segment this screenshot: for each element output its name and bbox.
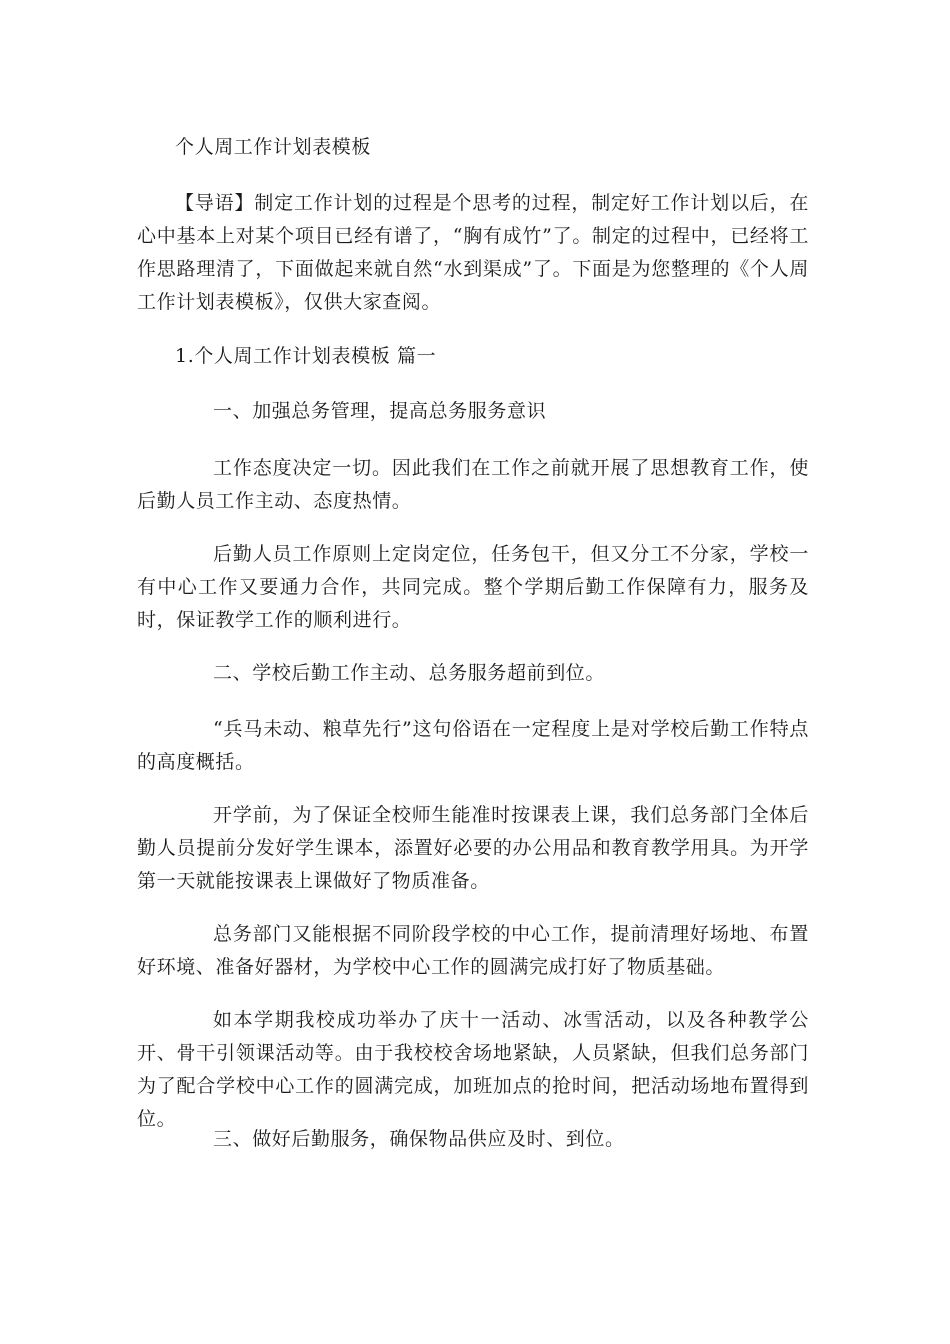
subheading-3: 三、做好后勤服务，确保物品供应及时、到位。 (213, 1128, 625, 1150)
subheading-2: 二、学校后勤工作主动、总务服务超前到位。 (213, 662, 606, 684)
intro-paragraph: 【导语】制定工作计划的过程是个思考的过程，制定好工作计划以后，在心中基本上对某个项目已经有谱了，“胸有成竹”了。制定的过程中，已经将工作思路理清了，下面做起来就自然“水到渠成”了。下面是为您整理的《个人周工作计划表模板》，仅供大家查阅。 (137, 192, 809, 313)
body-paragraph: 如本学期我校成功举办了庆十一活动、冰雪活动，以及各种教学公开、骨干引领课活动等。由于我校校舍场地紧缺，人员紧缺，但我们总务部门为了配合学校中心工作的圆满完成，加班加点的抢时间，把活动场地布置得到位。 (137, 1009, 809, 1130)
document-title: 个人周工作计划表模板 (175, 136, 372, 158)
section-heading: 1.个人周工作计划表模板 篇一 (175, 345, 437, 367)
body-paragraph: “兵马未动、粮草先行”这句俗语在一定程度上是对学校后勤工作特点的高度概括。 (137, 718, 809, 773)
body-paragraph: 后勤人员工作原则上定岗定位，任务包干，但又分工不分家，学校一有中心工作又要通力合作，共同完成。整个学期后勤工作保障有力，服务及时，保证教学工作的顺利进行。 (137, 543, 809, 631)
body-paragraph: 总务部门又能根据不同阶段学校的中心工作，提前清理好场地、布置好环境、准备好器材，为学校中心工作的圆满完成打好了物质基础。 (137, 923, 809, 978)
subheading-1: 一、加强总务管理，提高总务服务意识 (213, 400, 547, 422)
body-paragraph: 工作态度决定一切。因此我们在工作之前就开展了思想教育工作，使后勤人员工作主动、态度热情。 (137, 457, 809, 512)
body-paragraph: 开学前，为了保证全校师生能准时按课表上课，我们总务部门全体后勤人员提前分发好学生课本，添置好必要的办公用品和教育教学用具。为开学第一天就能按课表上课做好了物质准备。 (137, 804, 809, 892)
